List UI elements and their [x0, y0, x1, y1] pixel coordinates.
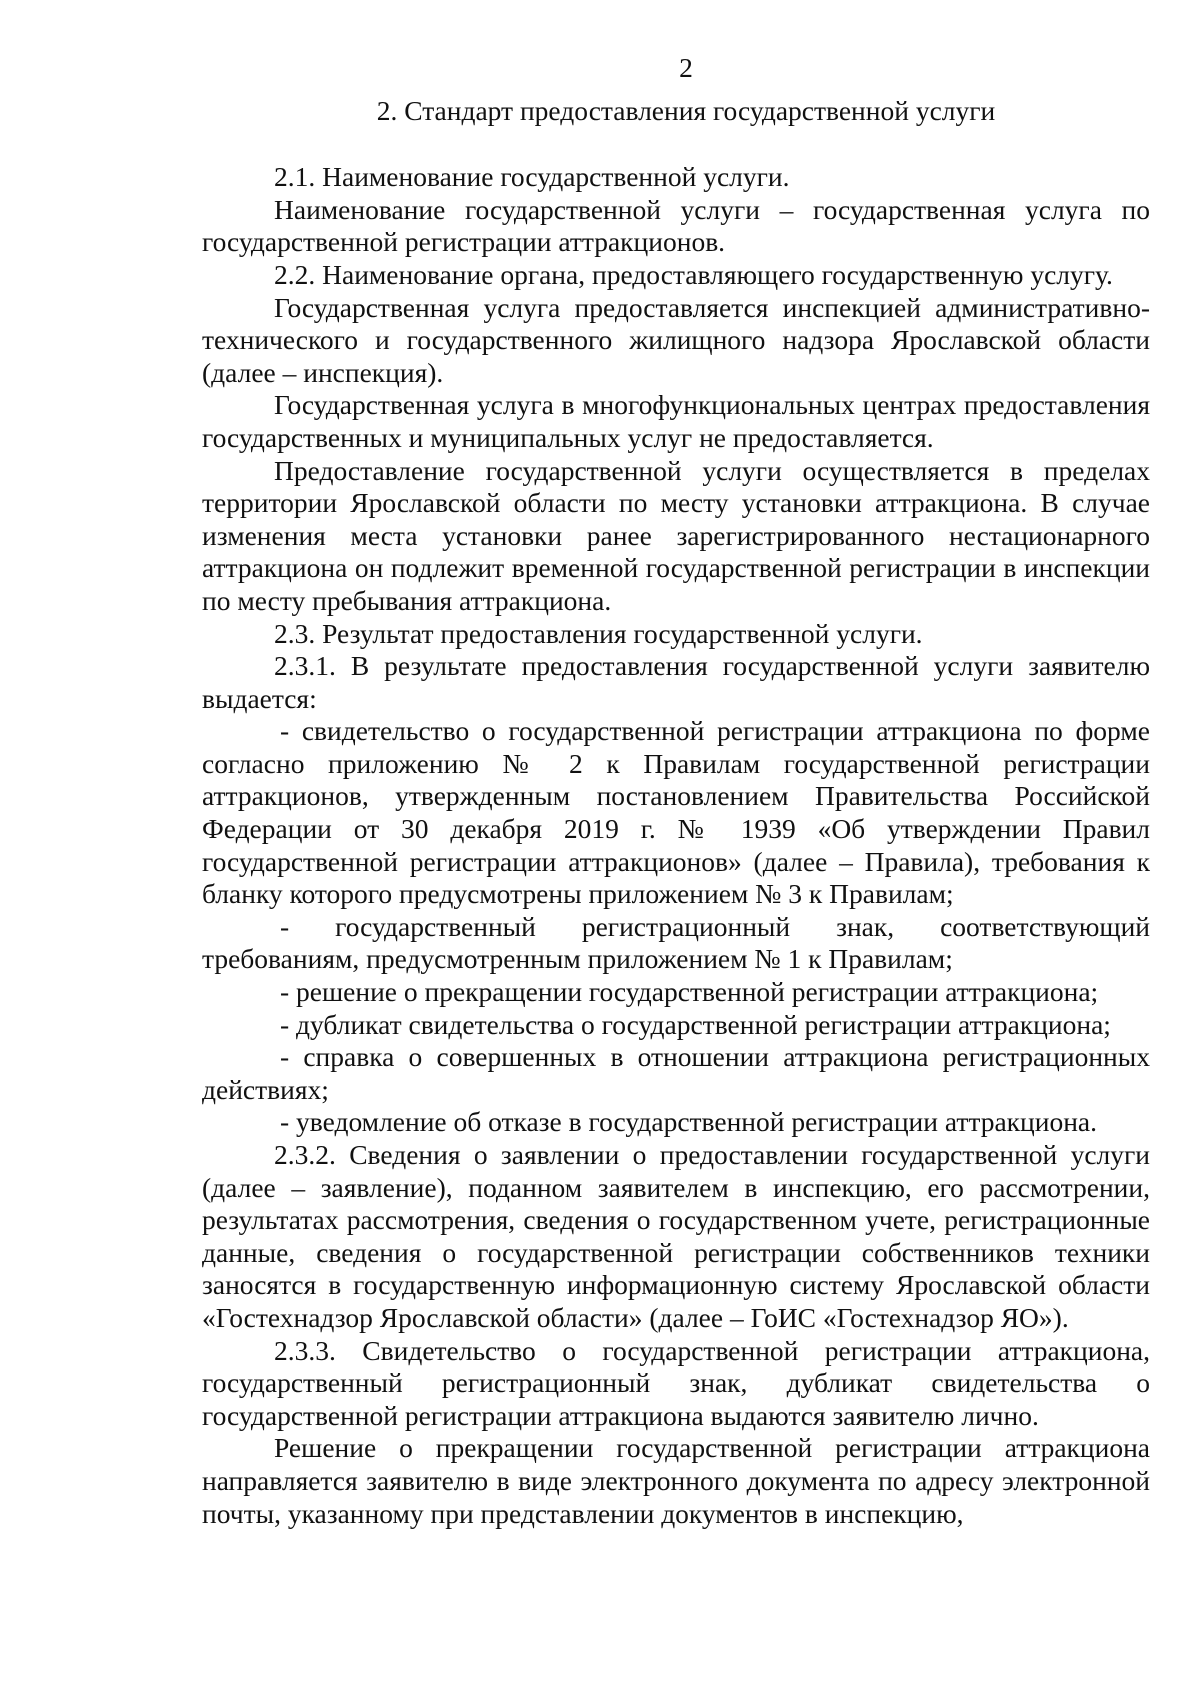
page-number: 2 [679, 52, 693, 83]
paragraph-2-3-1: 2.3.1. В результате предоставления государственной услуги заявителю выдается: [202, 650, 1150, 714]
list-item-registration-sign: - государственный регистрационный знак, соответствующий требованиям, предусмотренным приложением № 1 к Правилам; [202, 910, 1150, 975]
paragraph-2-2-heading: 2.2. Наименование органа, предоставляющего государственную услугу. [274, 258, 1113, 290]
paragraph-mfc: Государственная услуга в многофункциональных центрах предоставления государственных и муниципальных услуг не предоставляется. [202, 389, 1150, 453]
paragraph-2-1-heading: 2.1. Наименование государственной услуги. [274, 161, 790, 193]
paragraph-provider: Государственная услуга предоставляется инспекцией административно-технического и государственного жилищного надзора Ярославской области (далее – инспекция). [202, 291, 1150, 388]
paragraph-2-3-2: 2.3.2. Сведения о заявлении о предоставлении государственной услуги (далее – заявление), поданном заявителем в инспекцию, его рассмотрении, результатах рассмотрения, сведения о государственном учете, регистрационные данные, сведения о государственной регистрации собственников техники заносятся в государственную информационную систему Ярославской области «Гостехнадзор Ярославской области» (далее – ГоИС «Гостехнадзор ЯО»). [202, 1139, 1150, 1333]
paragraph-service-name: Наименование государственной услуги – государственная услуга по государственной регистрации аттракционов. [202, 193, 1150, 258]
paragraph-termination-delivery: Решение о прекращении государственной регистрации аттракциона направляется заявителю в виде электронного документа по адресу электронной почты, указанному при представлении документов в инспекцию, [202, 1432, 1150, 1529]
list-item-certificate: - свидетельство о государственной регистрации аттракциона по форме согласно приложению № 2 к Правилам государственной регистрации аттракционов, утвержденным постановлением Правительства Российской Федерации от 30 декабря 2019 г. № 1939 «Об утверждении Правил государственной регистрации аттракционов» (далее – Правила), требования к бланку которого предусмотрены приложением № 3 к Правилам; [202, 715, 1150, 910]
paragraph-territory: Предоставление государственной услуги осуществляется в пределах территории Ярославской области по месту установки аттракциона. В случае изменения места установки ранее зарегистрированного нестационарного аттракциона он подлежит временной государственной регистрации в инспекции по месту пребывания аттракциона. [202, 454, 1150, 616]
paragraph-2-3-heading: 2.3. Результат предоставления государственной услуги. [274, 617, 923, 649]
paragraph-2-3-3: 2.3.3. Свидетельство о государственной регистрации аттракциона, государственный регистрационный знак, дубликат свидетельства о государственной регистрации аттракциона выдаются заявителю лично. [202, 1334, 1150, 1431]
list-item-duplicate: - дубликат свидетельства о государственной регистрации аттракциона; [280, 1008, 1111, 1040]
list-item-reference: - справка о совершенных в отношении аттракциона регистрационных действиях; [202, 1041, 1150, 1105]
section-title: 2. Стандарт предоставления государственной услуги [376, 94, 996, 126]
list-item-termination-decision: - решение о прекращении государственной регистрации аттракциона; [280, 976, 1099, 1008]
list-item-refusal-notice: - уведомление об отказе в государственной регистрации аттракциона. [280, 1106, 1098, 1138]
document-page [202, 52, 1150, 1530]
